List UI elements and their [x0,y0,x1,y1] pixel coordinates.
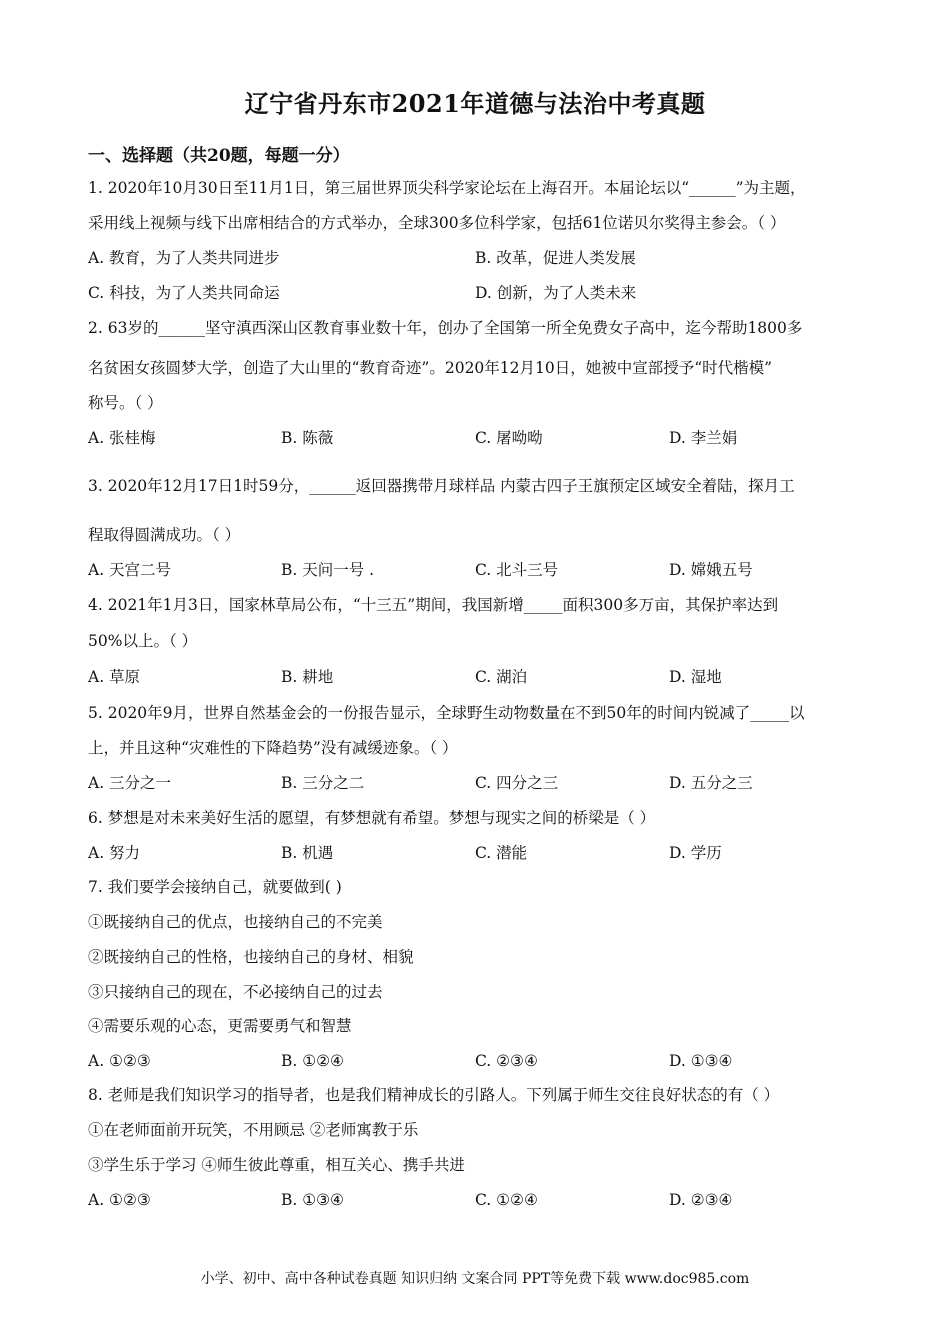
question-7-statement-1: ①既接纳自己的优点，也接纳自己的不完美 [88,913,383,931]
question-2-options [88,421,868,456]
option-a: A. 三分之一 [88,774,172,792]
question-5-options [88,766,868,801]
question-1-line-2: 采用线上视频与线下出席相结合的方式举办，全球300多位科学家，包括61位诺贝尔奖得主参会。（ ） [88,214,786,232]
option-d: D. 五分之三 [669,774,753,792]
option-b: B. ①③④ [281,1191,344,1209]
question-7-options [88,1044,868,1079]
option-c: C. 潜能 [475,844,528,862]
question-7-statement-4: ④需要乐观的心态，更需要勇气和智慧 [88,1017,352,1035]
option-a: A. 草原 [88,668,141,686]
question-5-line-1: 5. 2020年9月，世界自然基金会的一份报告显示，全球野生动物数量在不到50年的时间内锐减了_____以 [88,704,805,722]
question-8-statement-1: ①在老师面前开玩笑，不用顾忌 ②老师寓教于乐 [88,1121,419,1139]
option-d: D. ②③④ [669,1191,733,1209]
option-b: B. 耕地 [281,668,334,686]
question-6-line-1: 6. 梦想是对未来美好生活的愿望，有梦想就有希望。梦想与现实之间的桥梁是（ ） [88,809,656,827]
option-d: D. ①③④ [669,1052,733,1070]
option-b: B. 三分之二 [281,774,365,792]
question-2-line-3: 称号。（ ） [88,394,163,412]
question-8-line-1: 8. 老师是我们知识学习的指导者，也是我们精神成长的引路人。下列属于师生交往良好状态的有（ ） [88,1086,780,1104]
question-3-options [88,553,868,588]
option-c: C. 湖泊 [475,668,528,686]
question-4-options [88,660,868,695]
option-b: B. 机遇 [281,844,334,862]
question-3-line-2: 程取得圆满成功。（ ） [88,526,241,544]
question-1-options-row-1 [88,241,868,276]
option-c: C. ①②④ [475,1191,538,1209]
question-1-options-row-2 [88,276,868,311]
question-7-line-1: 7. 我们要学会接纳自己，就要做到( ) [88,878,342,896]
question-2-line-2: 名贫困女孩圆梦大学，创造了大山里的“教育奇迹”。2020年12月10日，她被中宣部授予“时代楷模” [88,359,773,377]
page-title: 辽宁省丹东市2021年道德与法治中考真题 [244,89,706,118]
question-2-line-1: 2. 63岁的______坚守滇西深山区教育事业数十年，创办了全国第一所全免费女子高中，迄今帮助1800多 [88,319,803,337]
option-a: A. ①②③ [88,1191,151,1209]
option-b: B. 天问一号 . [281,561,375,579]
option-a: A. ①②③ [88,1052,151,1070]
question-5-line-2: 上，并且这种“灾难性的下降趋势”没有减缓迹象。（ ） [88,739,458,757]
question-4-line-2: 50%以上。（ ） [88,632,198,650]
option-c: C. 四分之三 [475,774,559,792]
question-8-statement-2: ③学生乐于学习 ④师生彼此尊重，相互关心、携手共进 [88,1156,465,1174]
option-a: A. 教育，为了人类共同进步 [88,249,280,267]
option-b: B. 陈薇 [281,429,334,447]
option-d: D. 李兰娟 [669,429,738,447]
question-1-line-1: 1. 2020年10月30日至11月1日，第三届世界顶尖科学家论坛在上海召开。本届论坛以“______”为主题， [88,179,806,197]
option-b: B. ①②④ [281,1052,344,1070]
option-d: D. 嫦娥五号 [669,561,753,579]
option-a: A. 张桂梅 [88,429,156,447]
option-b: B. 改革，促进人类发展 [475,249,636,267]
question-4-line-1: 4. 2021年1月3日，国家林草局公布，“十三五”期间，我国新增_____面积300多万亩，其保护率达到 [88,596,779,614]
option-c: C. 科技，为了人类共同命运 [88,284,280,302]
question-3-line-1: 3. 2020年12月17日1时59分，______返回器携带月球样品 内蒙古四子王旗预定区域安全着陆，探月工 [88,477,795,495]
section-heading: 一、选择题（共20题，每题一分） [88,146,350,166]
option-d: D. 湿地 [669,668,722,686]
option-d: D. 学历 [669,844,722,862]
question-6-options [88,836,868,871]
question-7-statement-2: ②既接纳自己的性格，也接纳自己的身材、相貌 [88,948,414,966]
option-c: C. 屠呦呦 [475,429,543,447]
question-8-options [88,1183,868,1218]
option-a: A. 天宫二号 [88,561,172,579]
option-d: D. 创新，为了人类未来 [475,284,637,302]
option-a: A. 努力 [88,844,141,862]
page-footer: 小学、初中、高中各种试卷真题 知识归纳 文案合同 PPT等免费下载 www.doc985.com [200,1271,750,1287]
option-c: C. 北斗三号 [475,561,559,579]
option-c: C. ②③④ [475,1052,538,1070]
question-7-statement-3: ③只接纳自己的现在，不必接纳自己的过去 [88,983,383,1001]
